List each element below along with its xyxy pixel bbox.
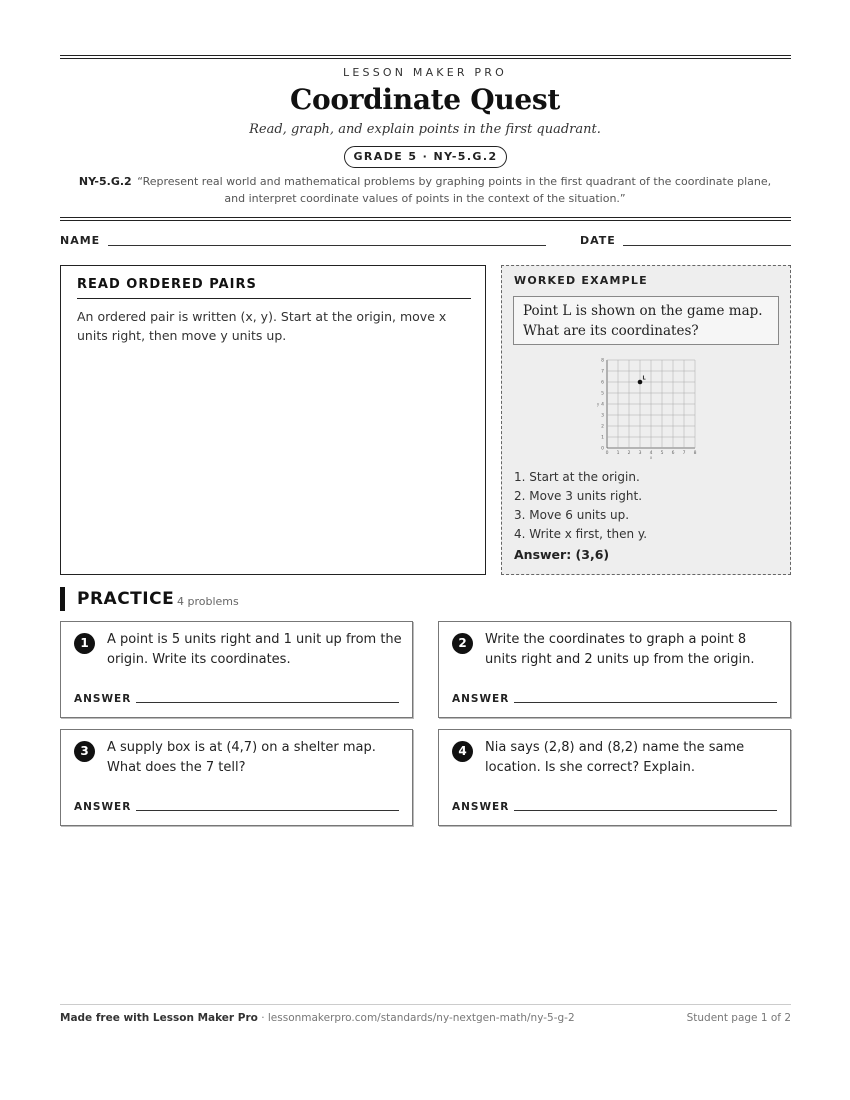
practice-accent-bar xyxy=(60,587,65,611)
answer-field[interactable] xyxy=(136,702,399,703)
date-label: DATE xyxy=(580,234,616,247)
problem-card-1 xyxy=(60,621,413,718)
x-tick-label: 6 xyxy=(671,451,675,456)
x-tick-label: 3 xyxy=(638,451,642,456)
step-item: 2. Move 3 units right. xyxy=(514,489,643,503)
page-subtitle: Read, graph, and explain points in the first quadrant. xyxy=(249,122,601,137)
worked-example-answer: Answer: (3,6) xyxy=(514,547,610,562)
step-item: 3. Move 6 units up. xyxy=(514,508,630,522)
answer-label: ANSWER xyxy=(452,693,510,705)
x-tick-label: 4 xyxy=(649,451,653,456)
worked-example-heading: WORKED EXAMPLE xyxy=(514,274,648,287)
answer-label: ANSWER xyxy=(74,801,132,813)
x-tick-label: 2 xyxy=(627,451,631,456)
name-field[interactable] xyxy=(108,245,546,246)
y-tick-label: 4 xyxy=(601,402,604,408)
header-rule-bottom xyxy=(60,217,791,218)
problem-number: 3 xyxy=(74,741,95,762)
point-label: L xyxy=(642,375,646,382)
x-tick-label: 5 xyxy=(660,451,664,456)
problem-text: Write the coordinates to graph a point 8 units right and 2 units up from the origin. xyxy=(485,632,755,667)
x-tick-label: 0 xyxy=(605,451,609,456)
problem-card-4 xyxy=(438,729,791,826)
name-label: NAME xyxy=(60,234,101,247)
footer-credit xyxy=(60,1012,575,1024)
x-tick-label: 8 xyxy=(693,451,697,456)
x-tick-label: 7 xyxy=(682,451,686,456)
date-field[interactable] xyxy=(623,245,791,246)
problem-number: 4 xyxy=(452,741,473,762)
y-tick-label: 0 xyxy=(601,446,604,452)
answer-field[interactable] xyxy=(514,702,777,703)
answer-field[interactable] xyxy=(514,810,777,811)
y-tick-label: 7 xyxy=(601,369,604,375)
read-ordered-pairs-text: An ordered pair is written (x, y). Start at the origin, move x units right, then move y units up. xyxy=(77,309,447,343)
read-ordered-pairs-heading: READ ORDERED PAIRS xyxy=(77,277,471,299)
header-rule-bottom-inner xyxy=(60,220,791,221)
problem-text: A point is 5 units right and 1 unit up from the origin. Write its coordinates. xyxy=(107,632,402,667)
footer-page-number: Student page 1 of 2 xyxy=(686,1012,791,1024)
header-rule-top xyxy=(60,55,791,56)
coordinate-grid xyxy=(597,356,702,461)
practice-title: PRACTICE xyxy=(77,589,175,609)
standard-code: NY-5.G.2 xyxy=(78,175,132,188)
y-tick-label: 1 xyxy=(601,435,604,441)
standard-description xyxy=(68,173,782,207)
problem-text: Nia says (2,8) and (8,2) name the same location. Is she correct? Explain. xyxy=(485,740,745,775)
problem-text: A supply box is at (4,7) on a shelter map. What does the 7 tell? xyxy=(107,740,376,775)
problem-number: 1 xyxy=(74,633,95,654)
problem-card-3 xyxy=(60,729,413,826)
y-tick-label: 5 xyxy=(601,391,604,397)
step-item: 1. Start at the origin. xyxy=(514,470,640,484)
practice-count: 4 problems xyxy=(177,595,239,608)
read-ordered-pairs-panel xyxy=(60,265,486,575)
step-item: 4. Write x first, then y. xyxy=(514,527,648,541)
y-tick-label: 6 xyxy=(601,380,604,386)
x-tick-label: 1 xyxy=(616,451,620,456)
page-title: Coordinate Quest xyxy=(289,83,561,116)
worked-example-panel xyxy=(501,265,791,575)
footer-made-with: Made free with Lesson Maker Pro xyxy=(60,1012,258,1024)
worked-example-steps xyxy=(514,468,647,544)
footer-rule xyxy=(60,1004,791,1005)
grade-badge: GRADE 5 · NY-5.G.2 xyxy=(344,146,507,168)
y-tick-label: 2 xyxy=(601,424,604,430)
y-tick-label: 3 xyxy=(601,413,604,419)
answer-field[interactable] xyxy=(136,810,399,811)
y-axis-label: y xyxy=(597,401,600,407)
answer-label: ANSWER xyxy=(452,801,510,813)
standard-text: “Represent real world and mathematical problems by graphing points in the first quadrant of the coordinate plane, and interpret coordinate values of points in the context of the situation.” xyxy=(137,175,772,205)
problem-card-2 xyxy=(438,621,791,718)
header-rule-top-inner xyxy=(60,58,791,59)
y-tick-label: 8 xyxy=(601,358,604,364)
answer-label: ANSWER xyxy=(74,693,132,705)
x-axis-label: x xyxy=(649,455,653,460)
brand-name: LESSON MAKER PRO xyxy=(343,66,507,79)
problem-number: 2 xyxy=(452,633,473,654)
footer-url[interactable]: · lessonmakerpro.com/standards/ny-nextgen-math/ny-5-g-2 xyxy=(257,1012,575,1024)
worked-example-prompt: Point L is shown on the game map. What are its coordinates? xyxy=(513,296,779,345)
